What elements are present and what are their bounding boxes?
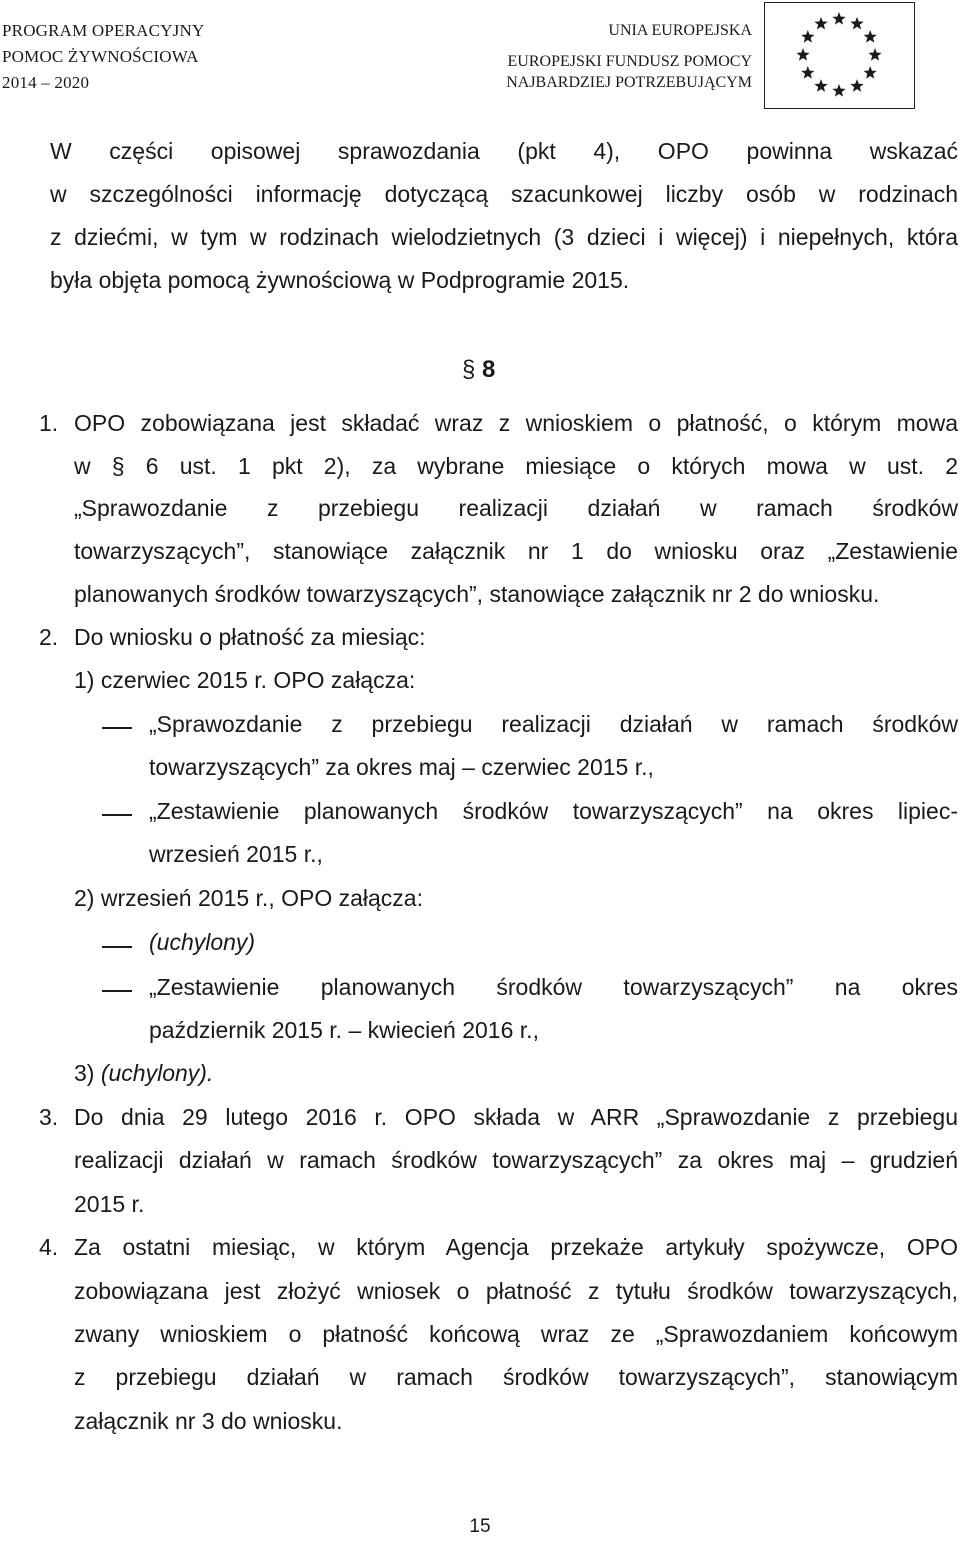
point-1-line: towarzyszących”, stanowiące załącznik nr 1 do wniosku oraz „Zestawienie <box>74 538 958 564</box>
flag-star <box>868 48 881 61</box>
attachment-line: towarzyszących” za okres maj – czerwiec 2015 r., <box>149 754 654 780</box>
intro-line: w szczególności informację dotyczącą szacunkowej liczby osób w rodzinach <box>50 181 958 207</box>
dash-bullet <box>102 814 132 816</box>
repealed-text: (uchylony). <box>100 1060 214 1086</box>
point-4-line: z przebiegu działań w ramach środków towarzyszących”, stanowiącym <box>74 1364 958 1390</box>
point-3-line: realizacji działań w ramach środków towarzyszących” za okres maj – grudzień <box>74 1147 958 1173</box>
flag-star <box>832 12 845 25</box>
item-3-number: 3) <box>74 1060 95 1086</box>
attachment-line: „Sprawozdanie z przebiegu realizacji działań w ramach środków <box>149 711 958 737</box>
point-1-line: „Sprawozdanie z przebiegu realizacji działań w ramach środków <box>74 495 958 521</box>
dash-bullet <box>102 946 132 948</box>
point-1-line: w § 6 ust. 1 pkt 2), za wybrane miesiące o których mowa w ust. 2 <box>74 453 958 479</box>
attachment-line: „Zestawienie planowanych środków towarzyszących” na okres <box>149 974 958 1000</box>
page-header <box>0 0 960 112</box>
point-number: 3. <box>39 1104 59 1130</box>
point-2-item-1: 1) czerwiec 2015 r. OPO załącza: <box>74 667 416 693</box>
point-1-line: OPO zobowiązana jest składać wraz z wnioskiem o płatność, o którym mowa <box>74 410 958 436</box>
attachment-line: wrzesień 2015 r., <box>149 841 323 867</box>
point-3-line: 2015 r. <box>74 1191 145 1217</box>
flag-star <box>814 79 827 92</box>
page-number: 15 <box>469 1516 491 1537</box>
intro-line: z dziećmi, w tym w rodzinach wielodzietnych (3 dzieci i więcej) i niepełnych, która <box>50 224 958 250</box>
point-number: 1. <box>39 410 59 436</box>
attachment-line: październik 2015 r. – kwiecień 2016 r., <box>149 1017 539 1043</box>
flag-star <box>850 17 863 30</box>
section-number: 8 <box>482 356 496 383</box>
program-years: 2014 – 2020 <box>2 73 90 92</box>
intro-line: W części opisowej sprawozdania (pkt 4), OPO powinna wskazać <box>50 138 958 164</box>
section-symbol: § <box>462 356 476 383</box>
point-2-text: Do wniosku o płatność za miesiąc: <box>74 624 426 650</box>
program-title <box>2 18 204 96</box>
flag-star <box>864 30 877 43</box>
repealed-text: (uchylony) <box>149 929 256 955</box>
point-1-line: planowanych środków towarzyszących”, stanowiące załącznik nr 2 do wniosku. <box>74 581 880 607</box>
eu-fund-title <box>506 18 752 94</box>
flag-star <box>850 79 863 92</box>
fund-line-2: NAJBARDZIEJ POTRZEBUJĄCYM <box>506 74 752 91</box>
flag-star <box>801 30 814 43</box>
point-2-item-3 <box>74 1060 213 1087</box>
flag-star <box>814 17 827 30</box>
eu-flag-icon <box>764 2 915 109</box>
dash-bullet <box>102 727 132 729</box>
program-line-2: POMOC ŻYWNOŚCIOWA <box>2 47 199 66</box>
section-heading <box>462 356 495 384</box>
eu-title: UNIA EUROPEJSKA <box>608 22 752 39</box>
dash-bullet <box>102 990 132 992</box>
flag-star <box>864 66 877 79</box>
point-2-item-2: 2) wrzesień 2015 r., OPO załącza: <box>74 885 423 911</box>
flag-star <box>796 48 809 61</box>
point-3-line: Do dnia 29 lutego 2016 r. OPO składa w ARR „Sprawozdanie z przebiegu <box>74 1104 958 1130</box>
flag-star <box>801 66 814 79</box>
point-4-line: zobowiązana jest złożyć wniosek o płatność z tytułu środków towarzyszących, <box>74 1278 958 1304</box>
point-4-line: zwany wnioskiem o płatność końcową wraz ze „Sprawozdaniem końcowym <box>74 1321 958 1347</box>
fund-line-1: EUROPEJSKI FUNDUSZ POMOCY <box>507 53 752 70</box>
attachment-line: „Zestawienie planowanych środków towarzyszących” na okres lipiec- <box>149 798 958 824</box>
intro-line: była objęta pomocą żywnościową w Podprogramie 2015. <box>50 267 630 293</box>
program-line-1: PROGRAM OPERACYJNY <box>2 21 205 40</box>
point-4-line: Za ostatni miesiąc, w którym Agencja przekaże artykuły spożywcze, OPO <box>74 1234 958 1260</box>
flag-star <box>832 84 845 97</box>
point-number: 2. <box>39 624 59 650</box>
repealed-item <box>149 929 255 956</box>
point-number: 4. <box>39 1234 59 1260</box>
point-4-line: załącznik nr 3 do wniosku. <box>74 1408 343 1434</box>
